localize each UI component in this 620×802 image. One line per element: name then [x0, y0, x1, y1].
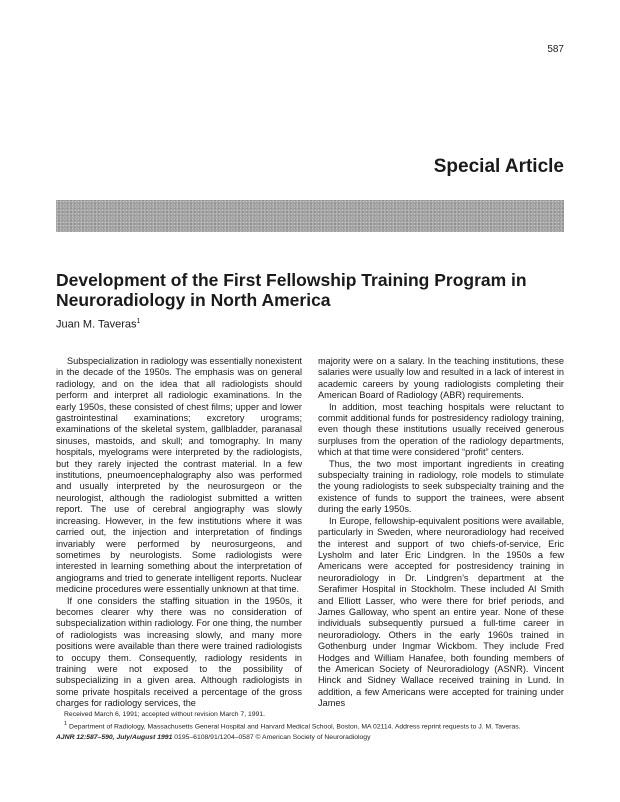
journal-citation-line — [56, 734, 576, 743]
section-banner — [56, 200, 564, 232]
affiliation-text: Department of Radiology, Massachusetts General Hospital and Harvard Medical School, Boston, MA 02114. Address reprint requests to J. M. Taveras. — [69, 722, 521, 730]
affiliation-note — [56, 720, 576, 732]
page-number: 587 — [547, 44, 564, 55]
body-paragraph: In addition, most teaching hospitals were reluctant to commit additional funds for postresidency radiology training, even though these institutions usually received generous surpluses from the operation of the radiology departments, which at that time were considered “profit” centers. — [318, 401, 564, 458]
body-paragraph: Subspecialization in radiology was essentially nonexistent in the decade of the 1950s. The emphasis was on general radiology, and on the idea that all radiologists should perform and interpret all radiologic examinations. In the early 1950s, these consisted of chest films; upper and lower gastrointestinal examinations; excretory urograms; examinations of the skeletal system, gallbladder, paranasal sinuses, mastoids, and skull; and tomography. In many hospitals, myelograms were interpreted by the radiologists, but they rarely injected the contrast material. In a few institutions, pneumoencephalography also was performed and usually interpreted by the neurosurgeon or the neurologist, although the radiologist submitted a written report. The use of cerebral angiography was slowly increasing. However, in the few institutions where it was carried out, the injection and interpretation of findings invariably were performed by neurosurgeons, and sometimes by neurologists. Some radiologists were interested in learning something about the interpretation of angiograms and tried to generate intelligent reports. Nuclear medicine procedures were essentially unknown at that time. — [56, 356, 302, 595]
body-column-right — [318, 356, 564, 710]
author-line — [56, 318, 140, 331]
section-label: Special Article — [433, 156, 564, 177]
journal-copyright: 0195–6108/91/1204–0587 © American Society of Neuroradiology — [174, 734, 371, 742]
affiliation-marker: 1 — [64, 720, 68, 727]
body-column-left — [56, 356, 302, 710]
body-paragraph: In Europe, fellowship-equivalent positions were available, particularly in Sweden, where neuroradiology had received the interest and support of two chiefs-of-service, Eric Lysholm and later Eric Lindgren. In the 1950s a few Americans were accepted for postresidency training in neuroradiology in Dr. Lindgren’s department at the Serafimer Hospital in Stockholm. These included Al Smith and Elliott Lasser, who were there for brief periods, and James Galloway, who spent an entire year. None of these individuals subsequently pursued a full-time career in neuroradiology. Others in the early 1960s trained in Gothenburg under Ingmar Wickbom. They include Fred Hodges and William Hanafee, both founding members of the American Society of Neuroradiology (ASNR). Vincent Hinck and Sidney Wallace received training in Lund. In addition, a few Americans were accepted for training under James — [318, 515, 564, 709]
body-paragraph: Thus, the two most important ingredients in creating subspecialty training in radiology, role models to stimulate the young radiologists to seek subspecialty training and the existence of funds to support the trainees, were absent during the early 1950s. — [318, 458, 564, 515]
body-paragraph: If one considers the staffing situation in the 1950s, it becomes clearer why there was no consideration of subspecialization within radiology. For one thing, the number of radiologists was increasing slowly, and many more positions were available than there were trained radiologists to occupy them. Consequently, radiology residents in training were not exposed to the possibility of subspecializing in a given area. Although radiologists in some private hospitals received a percentage of the gross charges for radiology services, the — [56, 595, 302, 709]
author-name: Juan M. Taveras — [56, 318, 137, 331]
footnotes — [56, 711, 576, 743]
article-title: Development of the First Fellowship Training Program in Neuroradiology in North America — [56, 270, 527, 310]
body-paragraph: majority were on a salary. In the teaching institutions, these salaries were usually low and resulted in a lack of interest in academic careers by young radiologists completing their American Board of Radiology (ABR) requirements. — [318, 356, 564, 401]
author-footnote-marker: 1 — [136, 318, 141, 325]
received-note: Received March 6, 1991; accepted without revision March 7, 1991. — [64, 711, 265, 718]
journal-citation: AJNR 12:587–590, July/August 1991 — [56, 734, 173, 742]
